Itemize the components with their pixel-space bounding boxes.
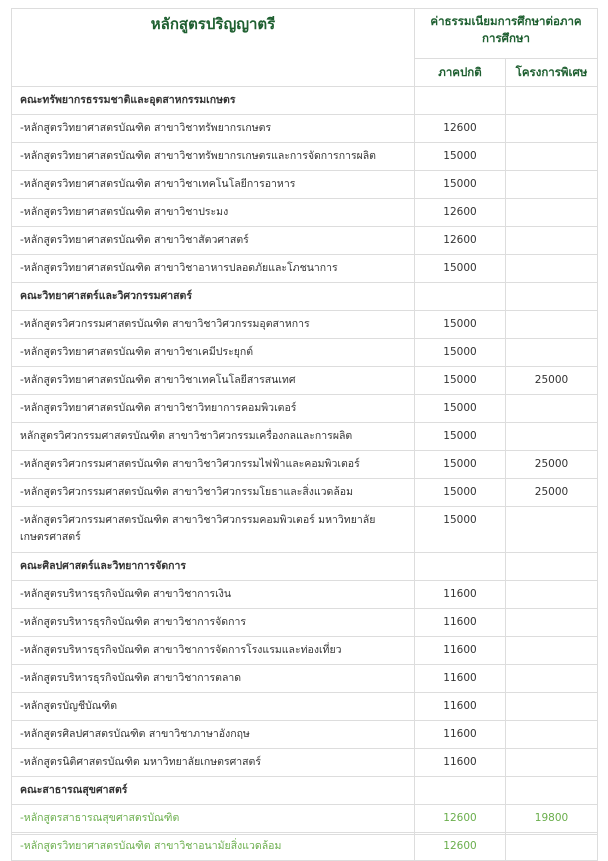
program-row xyxy=(12,255,598,283)
special-fee xyxy=(506,339,598,367)
program-name: -หลักสูตรวิทยาศาสตรบัณฑิต สาขาวิชาทรัพยากรเกษตร xyxy=(12,115,415,143)
regular-program-header: ภาคปกติ xyxy=(415,59,506,87)
special-fee xyxy=(506,255,598,283)
regular-fee: 12600 xyxy=(415,227,506,255)
program-name-link[interactable]: -หลักสูตรสาธารณสุขศาสตรบัณฑิต xyxy=(12,805,415,833)
special-fee xyxy=(506,199,598,227)
regular-fee: 15000 xyxy=(415,507,506,553)
program-name: -หลักสูตรบริหารธุรกิจบัณฑิต สาขาวิชาการจัดการ xyxy=(12,609,415,637)
program-name: -หลักสูตรบัญชีบัณฑิต xyxy=(12,693,415,721)
program-name-link[interactable]: -หลักสูตรวิทยาศาสตรบัณฑิต สาขาวิชาอนามัยสิ่งแวดล้อม xyxy=(12,833,415,861)
regular-fee: 15000 xyxy=(415,395,506,423)
empty-cell xyxy=(506,87,598,115)
program-row xyxy=(12,339,598,367)
special-fee xyxy=(506,507,598,553)
empty-cell xyxy=(415,777,506,805)
special-fee: 25000 xyxy=(506,451,598,479)
program-row xyxy=(12,609,598,637)
program-row xyxy=(12,451,598,479)
special-fee: 25000 xyxy=(506,479,598,507)
program-name: -หลักสูตรวิทยาศาสตรบัณฑิต สาขาวิชาเคมีประยุกต์ xyxy=(12,339,415,367)
program-name: -หลักสูตรวิศวกรรมศาสตรบัณฑิต สาขาวิชาวิศวกรรมคอมพิวเตอร์ มหาวิทยาลัยเกษตรศาสตร์ xyxy=(12,507,415,553)
regular-fee: 15000 xyxy=(415,479,506,507)
program-name: -หลักสูตรวิทยาศาสตรบัณฑิต สาขาวิชาวิทยาการคอมพิวเตอร์ xyxy=(12,395,415,423)
special-fee xyxy=(506,581,598,609)
empty-cell xyxy=(506,553,598,581)
faculty-section-title: คณะวิทยาศาสตร์และวิศวกรรมศาสตร์ xyxy=(12,283,415,311)
special-fee: 25000 xyxy=(506,367,598,395)
empty-cell xyxy=(506,777,598,805)
special-fee xyxy=(506,115,598,143)
program-name: -หลักสูตรวิทยาศาสตรบัณฑิต สาขาวิชาประมง xyxy=(12,199,415,227)
special-program-header: โครงการพิเศษ xyxy=(506,59,598,87)
program-row xyxy=(12,693,598,721)
program-row xyxy=(12,581,598,609)
program-name: -หลักสูตรวิศวกรรมศาสตรบัณฑิต สาขาวิชาวิศวกรรมไฟฟ้าและคอมพิวเตอร์ xyxy=(12,451,415,479)
special-fee: 19800 xyxy=(506,805,598,833)
regular-fee: 15000 xyxy=(415,367,506,395)
regular-fee: 11600 xyxy=(415,693,506,721)
program-name: -หลักสูตรศิลปศาสตรบัณฑิต สาขาวิชาภาษาอังกฤษ xyxy=(12,721,415,749)
table-bottom-border xyxy=(11,834,597,835)
fee-per-semester-header: ค่าธรรมเนียมการศึกษาต่อภาคการศึกษา xyxy=(415,9,598,59)
special-fee xyxy=(506,609,598,637)
regular-fee: 12600 xyxy=(415,833,506,861)
regular-fee: 11600 xyxy=(415,749,506,777)
special-fee xyxy=(506,423,598,451)
special-fee xyxy=(506,665,598,693)
special-fee xyxy=(506,749,598,777)
special-fee xyxy=(506,693,598,721)
empty-cell xyxy=(506,283,598,311)
program-row xyxy=(12,171,598,199)
program-name: -หลักสูตรวิทยาศาสตรบัณฑิต สาขาวิชาทรัพยากรเกษตรและการจัดการการผลิต xyxy=(12,143,415,171)
program-name: -หลักสูตรบริหารธุรกิจบัณฑิต สาขาวิชาการจัดการโรงแรมและท่องเที่ยว xyxy=(12,637,415,665)
program-name: -หลักสูตรบริหารธุรกิจบัณฑิต สาขาวิชาการเงิน xyxy=(12,581,415,609)
regular-fee: 12600 xyxy=(415,805,506,833)
regular-fee: 12600 xyxy=(415,199,506,227)
regular-fee: 15000 xyxy=(415,423,506,451)
program-name: -หลักสูตรนิติศาสตรบัณฑิต มหาวิทยาลัยเกษตรศาสตร์ xyxy=(12,749,415,777)
table-header-row xyxy=(12,9,598,59)
empty-cell xyxy=(415,283,506,311)
regular-fee: 15000 xyxy=(415,171,506,199)
program-row xyxy=(12,143,598,171)
program-row xyxy=(12,367,598,395)
program-row xyxy=(12,479,598,507)
program-row[interactable] xyxy=(12,805,598,833)
faculty-section-row xyxy=(12,87,598,115)
program-row xyxy=(12,665,598,693)
program-name: -หลักสูตรวิทยาศาสตรบัณฑิต สาขาวิชาเทคโนโลยีสารสนเทศ xyxy=(12,367,415,395)
regular-fee: 15000 xyxy=(415,255,506,283)
program-row[interactable] xyxy=(12,833,598,861)
program-name: -หลักสูตรวิทยาศาสตรบัณฑิต สาขาวิชาสัตวศาสตร์ xyxy=(12,227,415,255)
program-title-header: หลักสูตรปริญญาตรี xyxy=(12,9,415,87)
program-row xyxy=(12,199,598,227)
regular-fee: 11600 xyxy=(415,581,506,609)
program-row xyxy=(12,507,598,553)
regular-fee: 15000 xyxy=(415,311,506,339)
special-fee xyxy=(506,227,598,255)
special-fee xyxy=(506,311,598,339)
special-fee xyxy=(506,637,598,665)
program-name: -หลักสูตรวิศวกรรมศาสตรบัณฑิต สาขาวิชาวิศวกรรมโยธาและสิ่งแวดล้อม xyxy=(12,479,415,507)
regular-fee: 15000 xyxy=(415,339,506,367)
program-name: หลักสูตรวิศวกรรมศาสตรบัณฑิต สาขาวิชาวิศวกรรมเครื่องกลและการผลิต xyxy=(12,423,415,451)
special-fee xyxy=(506,143,598,171)
program-name: -หลักสูตรวิศวกรรมศาสตรบัณฑิต สาขาวิชาวิศวกรรมอุตสาหการ xyxy=(12,311,415,339)
faculty-section-row xyxy=(12,777,598,805)
faculty-section-row xyxy=(12,283,598,311)
regular-fee: 11600 xyxy=(415,637,506,665)
regular-fee: 12600 xyxy=(415,115,506,143)
special-fee xyxy=(506,395,598,423)
regular-fee: 15000 xyxy=(415,451,506,479)
program-row xyxy=(12,637,598,665)
faculty-section-row xyxy=(12,553,598,581)
program-name: -หลักสูตรวิทยาศาสตรบัณฑิต สาขาวิชาเทคโนโลยีการอาหาร xyxy=(12,171,415,199)
faculty-section-title: คณะสาธารณสุขศาสตร์ xyxy=(12,777,415,805)
regular-fee: 11600 xyxy=(415,721,506,749)
faculty-section-title: คณะทรัพยากรธรรมชาติและอุตสาหกรรมเกษตร xyxy=(12,87,415,115)
program-row xyxy=(12,749,598,777)
program-row xyxy=(12,395,598,423)
regular-fee: 11600 xyxy=(415,609,506,637)
regular-fee: 11600 xyxy=(415,665,506,693)
empty-cell xyxy=(415,87,506,115)
special-fee xyxy=(506,833,598,861)
special-fee xyxy=(506,171,598,199)
program-row xyxy=(12,423,598,451)
regular-fee: 15000 xyxy=(415,143,506,171)
program-name: -หลักสูตรวิทยาศาสตรบัณฑิต สาขาวิชาอาหารปลอดภัยและโภชนาการ xyxy=(12,255,415,283)
program-row xyxy=(12,115,598,143)
program-name: -หลักสูตรบริหารธุรกิจบัณฑิต สาขาวิชาการตลาด xyxy=(12,665,415,693)
empty-cell xyxy=(415,553,506,581)
special-fee xyxy=(506,721,598,749)
faculty-section-title: คณะศิลปศาสตร์และวิทยาการจัดการ xyxy=(12,553,415,581)
tuition-fee-table xyxy=(11,8,598,861)
program-row xyxy=(12,227,598,255)
program-row xyxy=(12,311,598,339)
program-row xyxy=(12,721,598,749)
